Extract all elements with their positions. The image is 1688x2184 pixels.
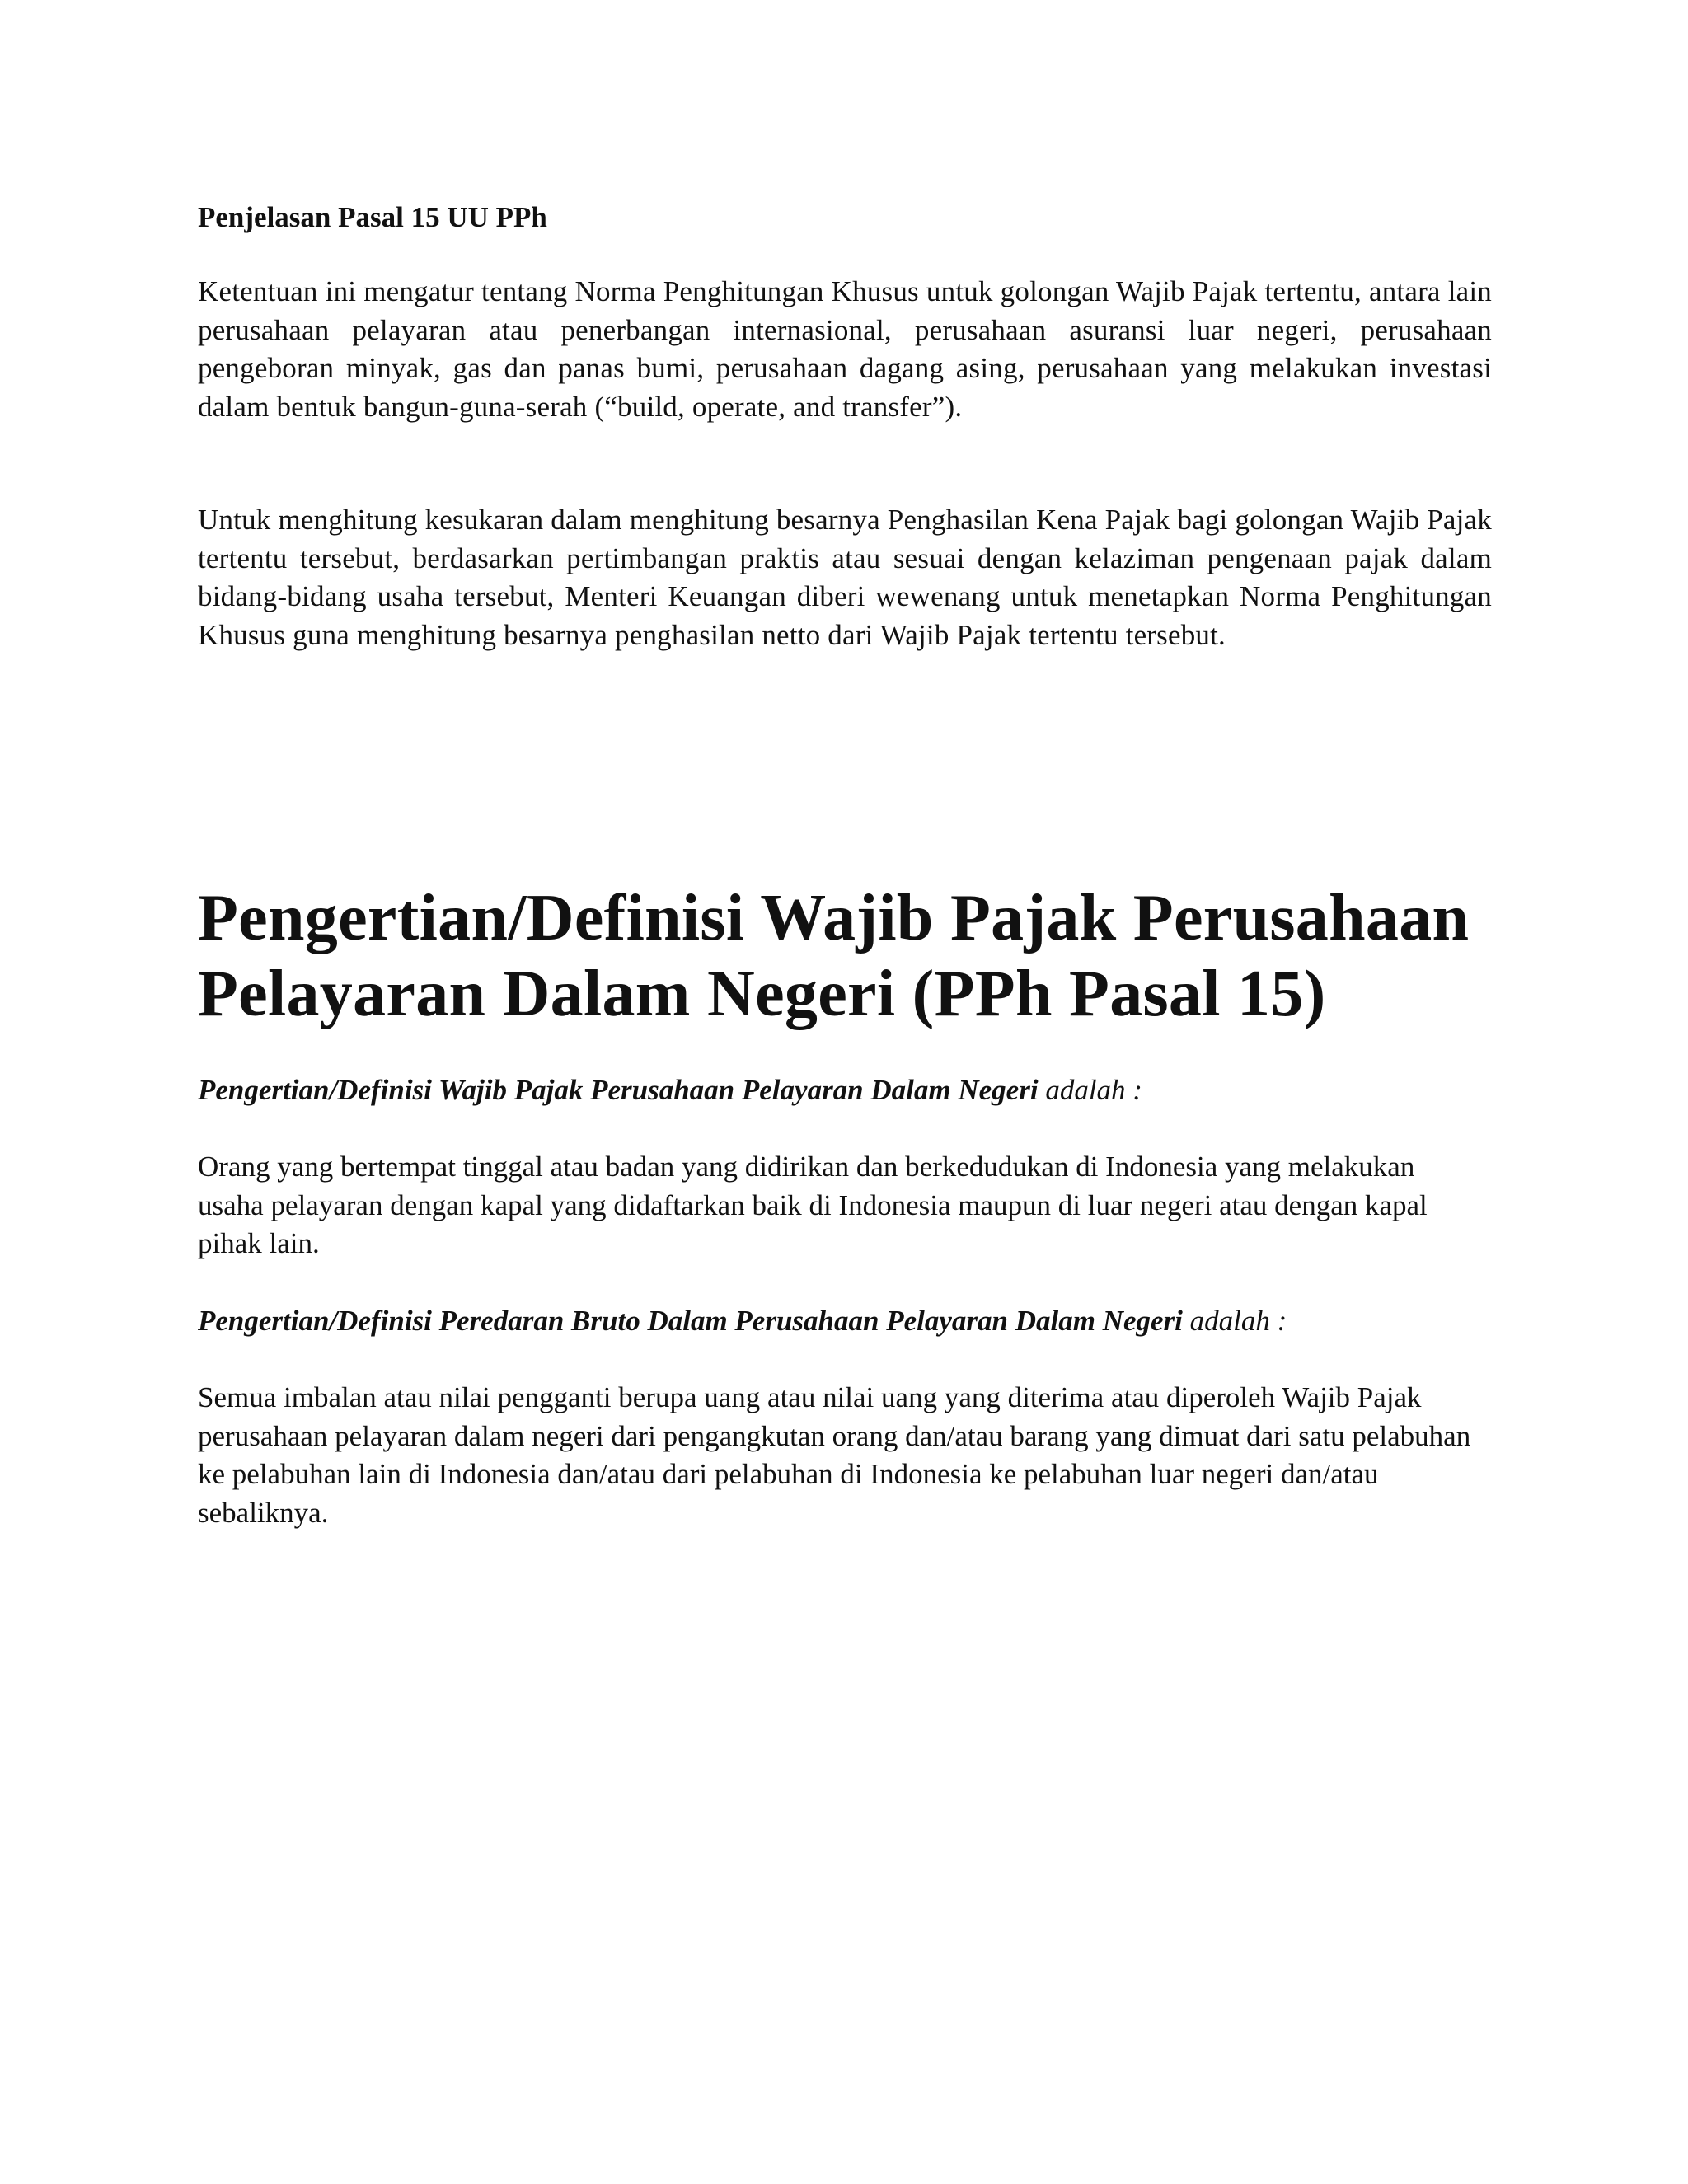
definition-label-2 xyxy=(198,1302,1492,1340)
definition-term-1: Pengertian/Definisi Wajib Pajak Perusahaan Pelayaran Dalam Negeri xyxy=(198,1074,1039,1106)
definition-text-1: Orang yang bertempat tinggal atau badan yang didirikan dan berkedudukan di Indonesia yang melakukan usaha pelayaran dengan kapal yang didaftarkan baik di Indonesia maupun di luar negeri atau dengan kapal pihak lain. xyxy=(198,1151,1428,1259)
page-heading-line-2: Pelayaran Dalam Negeri (PPh Pasal 15) xyxy=(198,958,1326,1030)
definition-text-2: Semua imbalan atau nilai pengganti berupa uang atau nilai uang yang diterima atau diperoleh Wajib Pajak perusahaan pelayaran dalam negeri dari pengangkutan orang dan/atau barang yang dimuat dari satu pelabuhan ke pelabuhan lain di Indonesia dan/atau dari pelabuhan di Indonesia ke pelabuhan luar negeri dan/atau sebaliknya. xyxy=(198,1381,1471,1529)
explanation-paragraph-1: Ketentuan ini mengatur tentang Norma Penghitungan Khusus untuk golongan Wajib Pajak tertentu, antara lain perusahaan pelayaran atau penerbangan internasional, perusahaan asuransi luar negeri, perusahaan pengeboran minyak, gas dan panas bumi, perusahaan dagang asing, perusahaan yang melakukan investasi dalam bentuk bangun-guna-serah (“build, operate, and transfer”). xyxy=(198,275,1492,423)
section-title: Penjelasan Pasal 15 UU PPh xyxy=(198,201,547,233)
page-heading-line-1: Pengertian/Definisi Wajib Pajak Perusahaan xyxy=(198,882,1470,954)
definition-label-1 xyxy=(198,1071,1492,1109)
explanation-paragraph-2: Untuk menghitung kesukaran dalam menghitung besarnya Penghasilan Kena Pajak bagi golongan Wajib Pajak tertentu tersebut, berdasarkan pertimbangan praktis atau sesuai dengan kelaziman pengenaan pajak dalam bidang-bidang usaha tersebut, Menteri Keuangan diberi wewenang untuk menetapkan Norma Penghitungan Khusus guna menghitung besarnya penghasilan netto dari Wajib Pajak tertentu tersebut. xyxy=(198,504,1492,651)
definition-suffix-1: adalah : xyxy=(1038,1074,1142,1106)
definition-suffix-2: adalah : xyxy=(1182,1305,1287,1337)
page-heading xyxy=(198,880,1533,1032)
definition-term-2: Pengertian/Definisi Peredaran Bruto Dalam Perusahaan Pelayaran Dalam Negeri xyxy=(198,1305,1183,1337)
